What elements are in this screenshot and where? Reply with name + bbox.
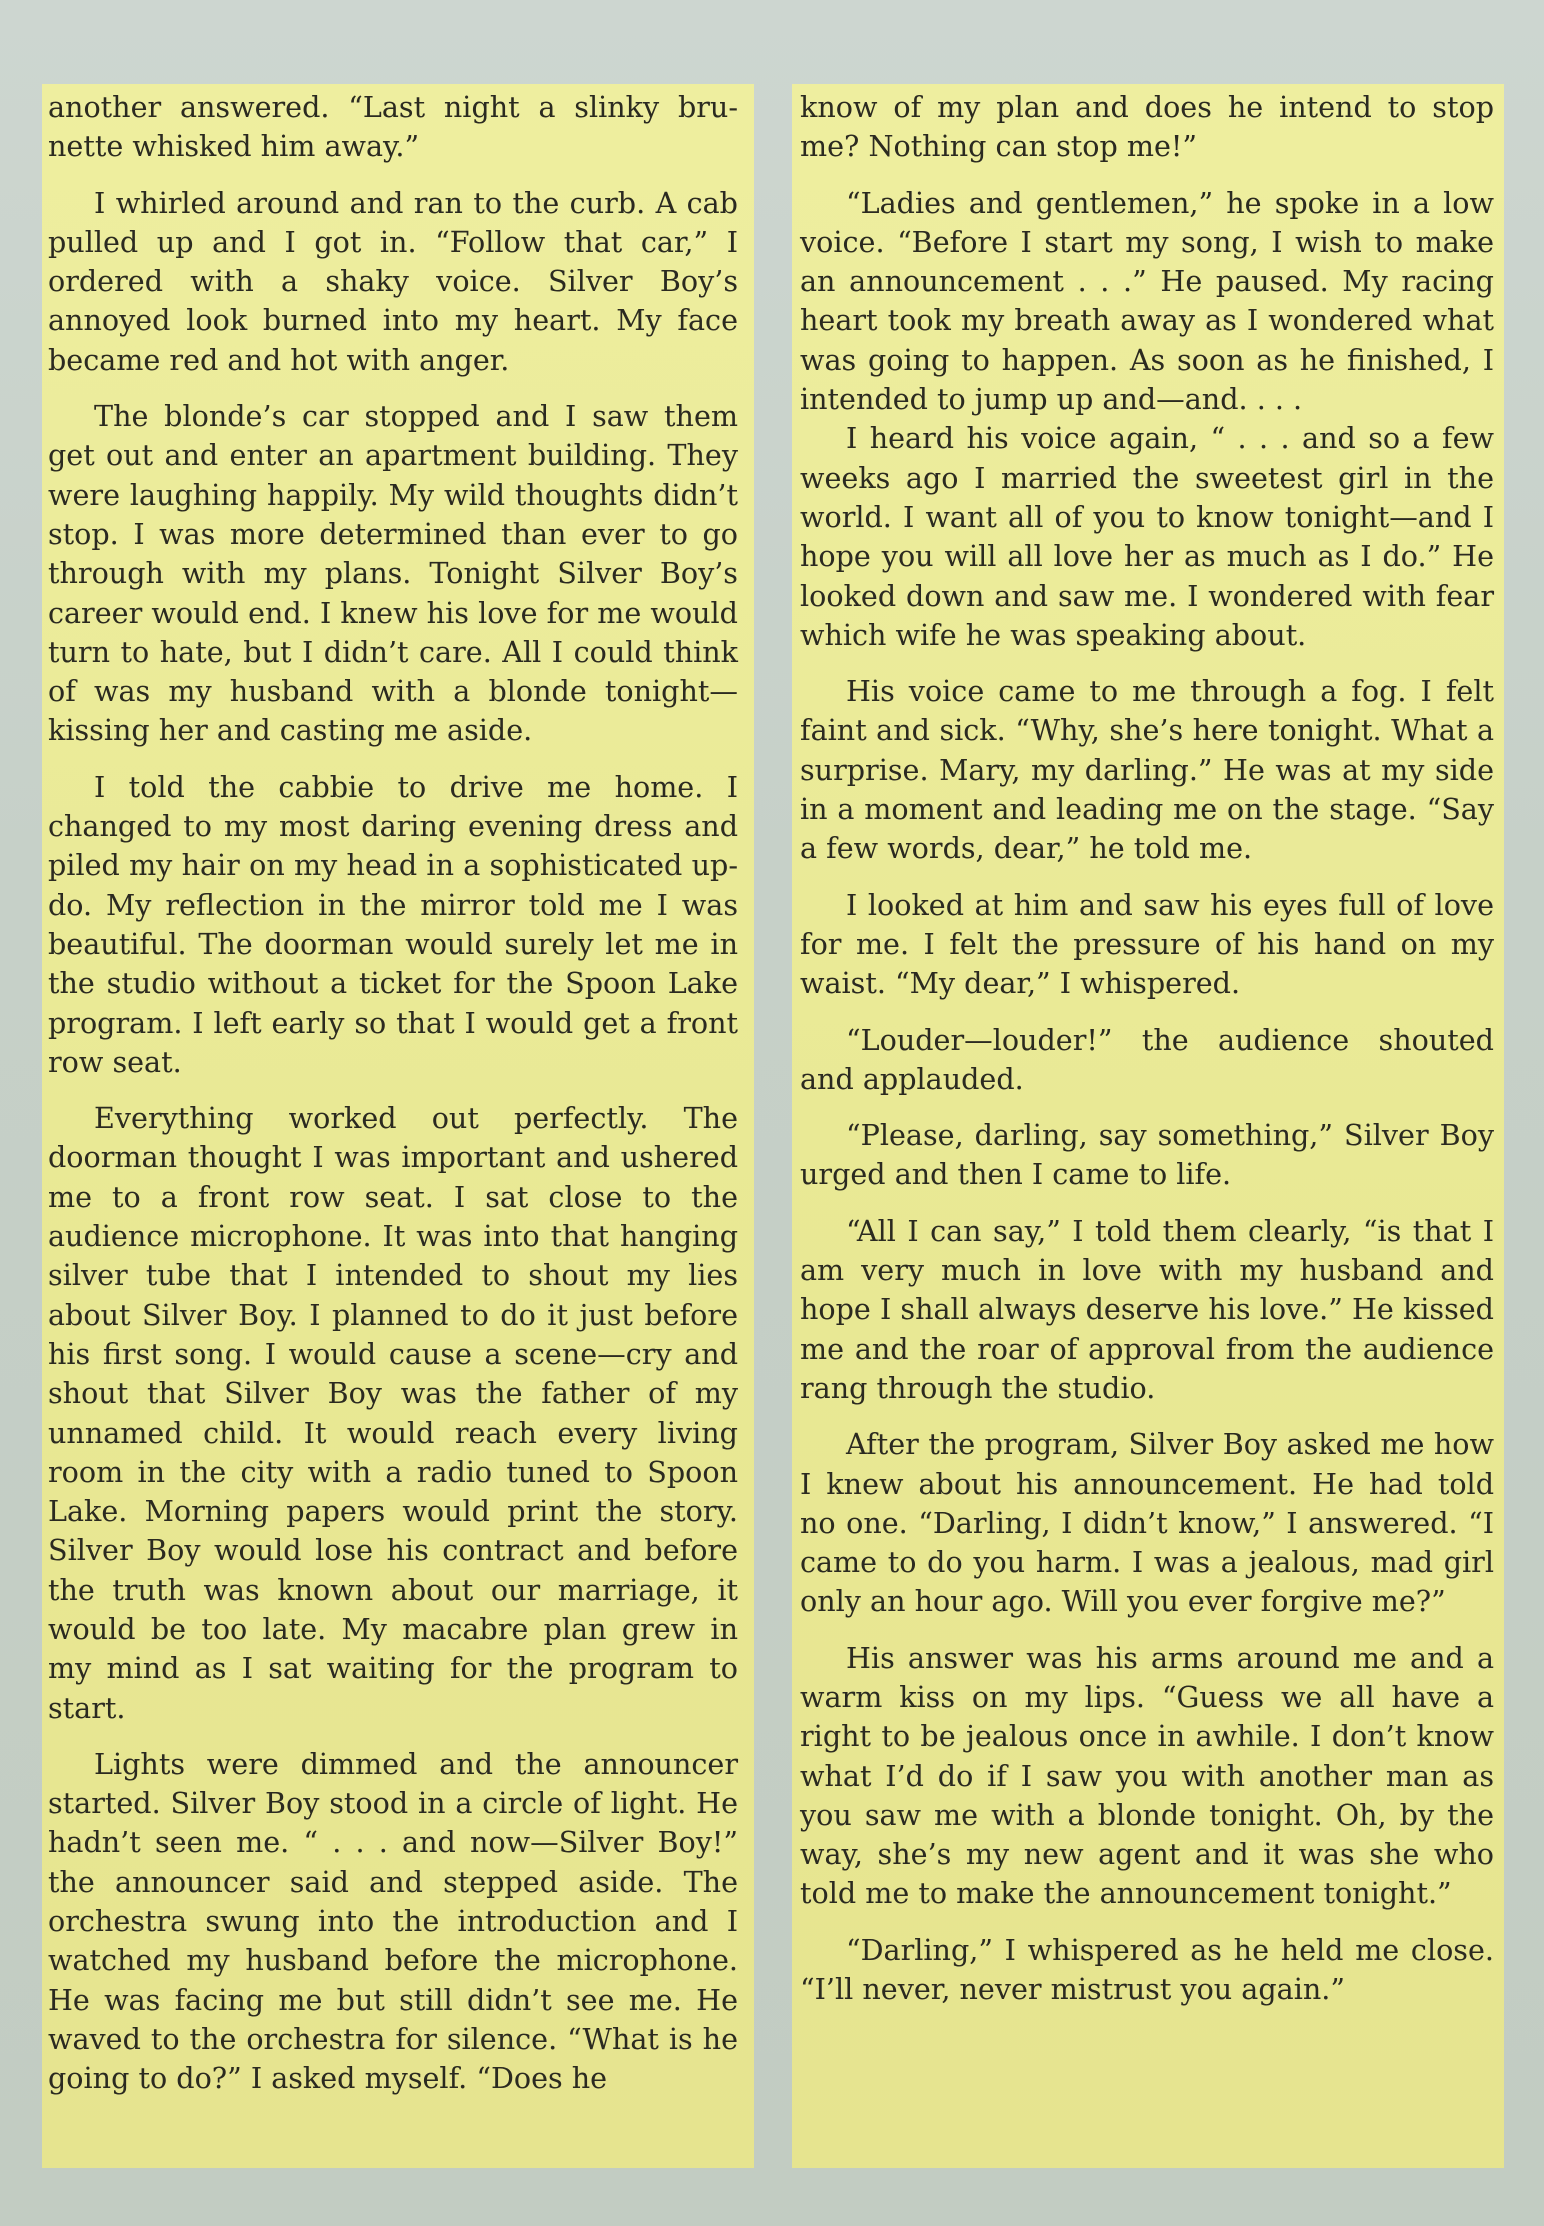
text-column-right	[792, 84, 1504, 2168]
paragraph: “All I can say,” I told them clearly, “is that I am very much in love with my husband and hope I shall always deserve his love.” He kissed me and the roar of approval from the audience rang through the studio.	[800, 1213, 1494, 1405]
paragraph: Lights were dimmed and the announcer started. Silver Boy stood in a circle of light. He hadn’t seen me. “ . . . and now—Silver Boy!” the announcer said and stepped aside. The orchestra swung into the introduction and I watched my husband before the microphone. He was facing me but still didn’t see me. He waved to the orchestra for silence. “What is he going to do?” I asked myself. “Does he	[48, 1746, 738, 2096]
paragraph: I heard his voice again, “ . . . and so a few weeks ago I married the sweetest girl in the world. I want all of you to know tonight—and I hope you will all love her as much as I do.” He looked down and saw me. I wondered with fear which wife he was speaking about.	[800, 421, 1494, 652]
paragraph: After the program, Silver Boy asked me how I knew about his announcement. He had told no one. “Darling, I didn’t know,” I answered. “I came to do you harm. I was a jealous, mad girl only an hour ago. Will you ever forgive me?”	[800, 1427, 1494, 1619]
paragraph: another answered. “Last night a slinky bru-nette whisked him away.”	[48, 90, 738, 164]
paragraph: His answer was his arms around me and a warm kiss on my lips. “Guess we all have a right to be jealous once in awhile. I don’t know what I’d do if I saw you with another man as you saw me with a blonde tonight. Oh, by the way, she’s my new agent and it was she who told me to make the announcement tonight.”	[800, 1640, 1494, 1911]
paragraph: I whirled around and ran to the curb. A cab pulled up and I got in. “Follow that car,” I ordered with a shaky voice. Silver Boy’s annoyed look burned into my heart. My face became red and hot with anger.	[48, 185, 738, 377]
paragraph: The blonde’s car stopped and I saw them get out and enter an apartment building. They were laughing happily. My wild thoughts didn’t stop. I was more determined than ever to go through with my plans. Tonight Silver Boy’s career would end. I knew his love for me would turn to hate, but I didn’t care. All I could think of was my husband with a blonde tonight—kissing her and casting me aside.	[48, 399, 738, 748]
paragraph: Everything worked out perfectly. The doorman thought I was important and ushered me to a front row seat. I sat close to the audience microphone. It was into that hanging silver tube that I intended to shout my lies about Silver Boy. I planned to do it just before his first song. I would cause a scene—cry and shout that Silver Boy was the father of my unnamed child. It would reach every living room in the city with a radio tuned to Spoon Lake. Morning papers would print the story. Silver Boy would lose his contract and before the truth was known about our marriage, it would be too late. My macabre plan grew in my mind as I sat waiting for the program to start.	[48, 1101, 738, 1725]
paragraph: His voice came to me through a fog. I felt faint and sick. “Why, she’s here tonight. What a surprise. Mary, my darling.” He was at my side in a moment and leading me on the stage. “Say a few words, dear,” he told me.	[800, 674, 1494, 866]
text-column-left	[42, 84, 754, 2168]
paragraph: “Louder—louder!” the audience shouted and applauded.	[800, 1022, 1494, 1096]
paragraph: “Please, darling, say something,” Silver Boy urged and then I came to life.	[800, 1118, 1494, 1192]
paragraph: “Ladies and gentlemen,” he spoke in a low voice. “Before I start my song, I wish to make an announcement . . .” He paused. My racing heart took my breath away as I wondered what was going to happen. As soon as he finished, I intended to jump up and—and. . . .	[800, 185, 1494, 417]
paragraph: I looked at him and saw his eyes full of love for me. I felt the pressure of his hand on my waist. “My dear,” I whispered.	[800, 887, 1494, 1001]
paragraph: “Darling,” I whispered as he held me close. “I’ll never, never mistrust you again.”	[800, 1932, 1494, 2007]
paragraph: I told the cabbie to drive me home. I changed to my most daring evening dress and piled my hair on my head in a sophisticated up-do. My reflection in the mirror told me I was beautiful. The doorman would surely let me in the studio without a ticket for the Spoon Lake program. I left early so that I would get a front row seat.	[48, 769, 738, 1079]
paragraph: know of my plan and does he intend to stop me? Nothing can stop me!”	[800, 90, 1494, 164]
